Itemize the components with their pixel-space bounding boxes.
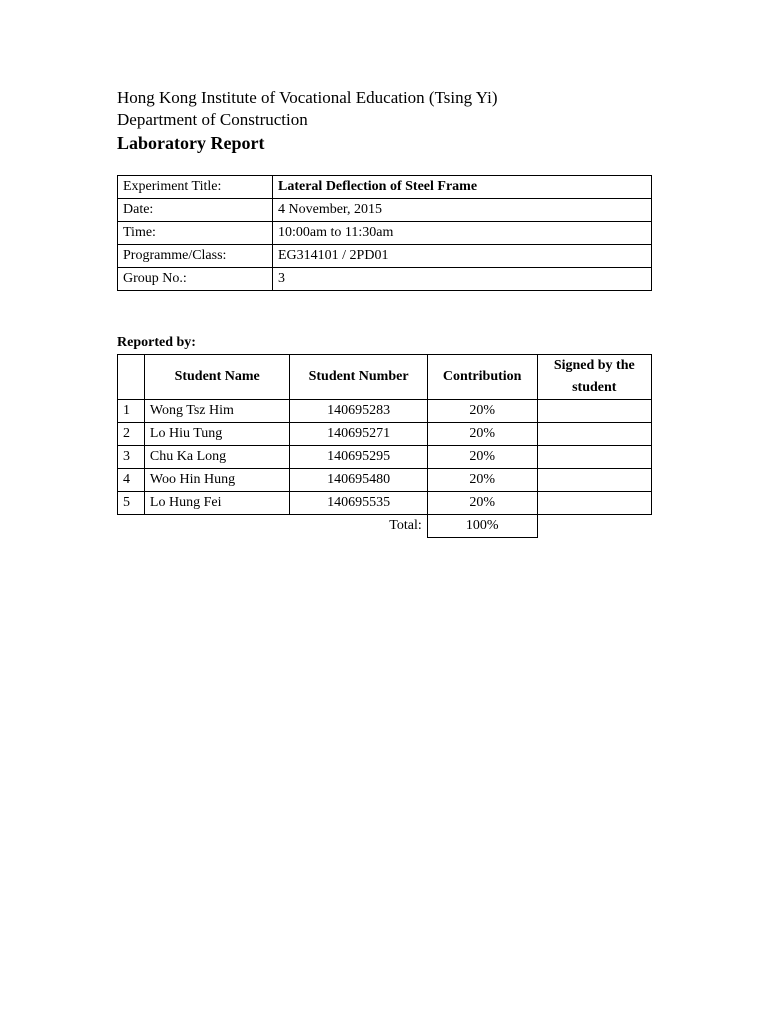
info-row-time	[118, 222, 652, 245]
signature-cell	[537, 469, 651, 492]
experiment-title-value: Lateral Deflection of Steel Frame	[273, 176, 652, 199]
column-header-student-name: Student Name	[144, 355, 290, 400]
table-row	[118, 423, 652, 446]
contribution: 20%	[427, 492, 537, 515]
document-header	[117, 87, 497, 155]
group-no-value: 3	[273, 268, 652, 291]
info-row-experiment-title	[118, 176, 652, 199]
column-header-contribution: Contribution	[427, 355, 537, 400]
experiment-info-table	[117, 175, 652, 291]
column-header-student-number: Student Number	[290, 355, 427, 400]
date-value: 4 November, 2015	[273, 199, 652, 222]
time-value: 10:00am to 11:30am	[273, 222, 652, 245]
info-row-date	[118, 199, 652, 222]
info-label: Date:	[118, 199, 273, 222]
table-row	[118, 469, 652, 492]
student-number: 140695283	[290, 400, 427, 423]
info-label: Group No.:	[118, 268, 273, 291]
info-label: Time:	[118, 222, 273, 245]
total-row	[118, 515, 652, 538]
contribution: 20%	[427, 469, 537, 492]
contribution: 20%	[427, 446, 537, 469]
total-spacer	[118, 515, 145, 538]
report-title: Laboratory Report	[117, 133, 265, 153]
department-name: Department of Construction	[117, 110, 308, 129]
signature-cell	[537, 423, 651, 446]
table-row	[118, 492, 652, 515]
student-name: Lo Hiu Tung	[144, 423, 290, 446]
info-row-group-no	[118, 268, 652, 291]
programme-class-value: EG314101 / 2PD01	[273, 245, 652, 268]
table-row	[118, 400, 652, 423]
signature-cell	[537, 492, 651, 515]
row-index: 1	[118, 400, 145, 423]
student-name: Wong Tsz Him	[144, 400, 290, 423]
row-index: 4	[118, 469, 145, 492]
contribution: 20%	[427, 423, 537, 446]
signature-cell	[537, 446, 651, 469]
info-label: Experiment Title:	[118, 176, 273, 199]
student-number: 140695480	[290, 469, 427, 492]
contribution: 20%	[427, 400, 537, 423]
student-number: 140695535	[290, 492, 427, 515]
total-label: Total:	[389, 518, 422, 534]
signature-cell	[537, 400, 651, 423]
total-spacer	[537, 515, 651, 538]
row-index: 3	[118, 446, 145, 469]
student-number: 140695271	[290, 423, 427, 446]
info-row-programme-class	[118, 245, 652, 268]
row-index: 2	[118, 423, 145, 446]
institute-name: Hong Kong Institute of Vocational Education (Tsing Yi)	[117, 88, 498, 107]
row-index: 5	[118, 492, 145, 515]
student-number: 140695295	[290, 446, 427, 469]
students-table	[117, 354, 652, 538]
student-name: Lo Hung Fei	[144, 492, 290, 515]
total-value: 100%	[427, 515, 537, 538]
table-header-row	[118, 355, 652, 400]
column-header-signed: Signed by the student	[537, 355, 651, 400]
info-label: Programme/Class:	[118, 245, 273, 268]
table-row	[118, 446, 652, 469]
student-name: Woo Hin Hung	[144, 469, 290, 492]
column-header-index	[118, 355, 145, 400]
reported-by-label: Reported by:	[117, 335, 196, 350]
student-name: Chu Ka Long	[144, 446, 290, 469]
